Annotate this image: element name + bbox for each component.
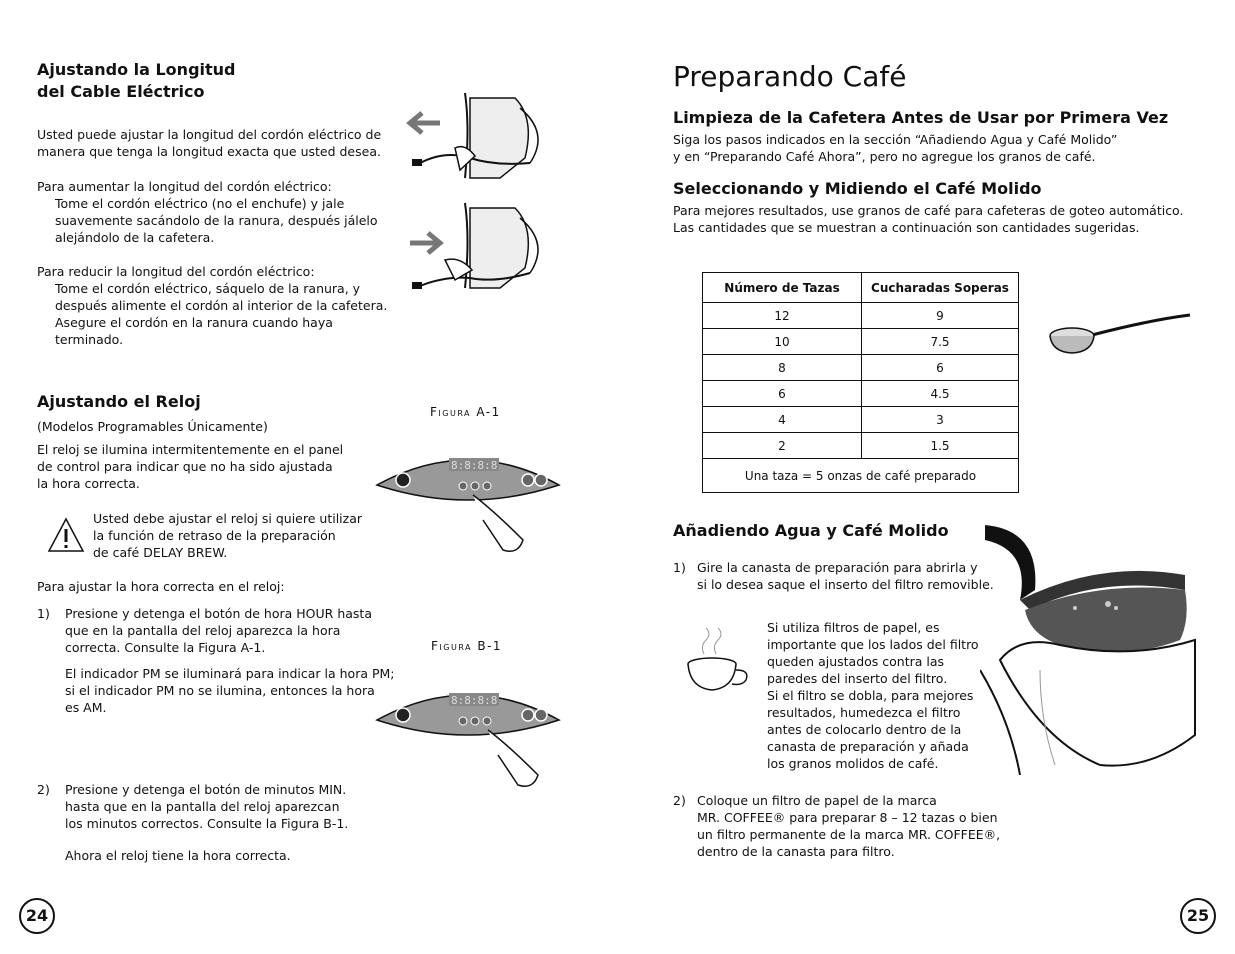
- clock-done: Ahora el reloj tiene la hora correcta.: [65, 848, 291, 863]
- paper-filter-tip: [767, 619, 979, 772]
- table-header-spoons: Cucharadas Soperas: [862, 273, 1019, 303]
- table-row: [703, 329, 1019, 355]
- add-step-1-num: 1): [673, 560, 686, 575]
- warning-icon: [47, 516, 85, 554]
- cable-heading-line-1: Ajustando la Longitud: [37, 60, 236, 79]
- table-header-row: [703, 273, 1019, 303]
- clock-models-note: (Modelos Programables Únicamente): [37, 419, 268, 434]
- text-line: de control para indicar que no ha sido ajustada: [37, 459, 333, 474]
- select-heading: Seleccionando y Midiendo el Café Molido: [673, 179, 1042, 198]
- text-line: hasta que en la pantalla del reloj aparezcan: [65, 799, 340, 814]
- control-panel-figure-b1: [373, 675, 563, 797]
- text-line: alejándolo de la cafetera.: [55, 230, 215, 245]
- coffee-measure-table: [702, 272, 1019, 493]
- text-line: Siga los pasos indicados en la sección “Añadiendo Agua y Café Molido”: [673, 132, 1118, 147]
- text-line: importante que los lados del filtro: [767, 637, 979, 652]
- clean-heading: Limpieza de la Cafetera Antes de Usar por Primera Vez: [673, 108, 1169, 127]
- table-footer: Una taza = 5 onzas de café preparado: [703, 459, 1019, 493]
- table-cell: 8: [703, 355, 862, 381]
- table-cell: 4: [703, 407, 862, 433]
- table-row: [703, 355, 1019, 381]
- text-line: Gire la canasta de preparación para abrirla y: [697, 560, 978, 575]
- text-line: es AM.: [65, 700, 107, 715]
- add-step-2: [697, 792, 1000, 860]
- text-line: Tome el cordón eléctrico, sáquelo de la ranura, y: [55, 281, 361, 296]
- control-panel-figure-a1: [373, 440, 563, 562]
- table-cell: 9: [862, 303, 1019, 329]
- text-line: la función de retraso de la preparación: [93, 528, 336, 543]
- table-cell: 6: [862, 355, 1019, 381]
- add-heading: Añadiendo Agua y Café Molido: [673, 521, 949, 540]
- text-line: resultados, humedezca el filtro: [767, 705, 961, 720]
- table-cell: 6: [703, 381, 862, 407]
- cord-push-in-illustration: [400, 198, 560, 298]
- cable-heading-line-2: del Cable Eléctrico: [37, 82, 205, 101]
- cable-increase: [37, 178, 378, 246]
- text-line: antes de colocarlo dentro de la: [767, 722, 962, 737]
- text-line: Tome el cordón eléctrico (no el enchufe) y jale: [55, 196, 345, 211]
- table-footer-row: [703, 459, 1019, 493]
- clock-heading: Ajustando el Reloj: [37, 392, 201, 411]
- text-line: suavemente sacándolo de la ranura, después jálelo: [55, 213, 378, 228]
- add-step-2-num: 2): [673, 793, 686, 808]
- text-line: Usted puede ajustar la longitud del cordón eléctrico de: [37, 127, 382, 142]
- figure-b1-label: Figura B-1: [431, 639, 503, 653]
- text-line: la hora correcta.: [37, 476, 140, 491]
- table-row: [703, 407, 1019, 433]
- text-line: que en la pantalla del reloj aparezca la hora: [65, 623, 341, 638]
- text-line: canasta de preparación y añada: [767, 739, 969, 754]
- cord-pull-out-illustration: [400, 88, 560, 188]
- table-row: [703, 381, 1019, 407]
- text-line: Asegure el cordón en la ranura cuando haya: [55, 315, 333, 330]
- text-line: y en “Preparando Café Ahora”, pero no agregue los granos de café.: [673, 149, 1096, 164]
- svg-text:8:8:8:8: 8:8:8:8: [451, 459, 498, 472]
- text-line: El reloj se ilumina intermitentemente en el panel: [37, 442, 344, 457]
- clock-step-2-num: 2): [37, 782, 50, 797]
- text-line: Para aumentar la longitud del cordón eléctrico:: [37, 179, 332, 194]
- text-line: después alimente el cordón al interior de la cafetera.: [55, 298, 388, 313]
- text-line: Presione y detenga el botón de minutos MIN.: [65, 782, 347, 797]
- cable-reduce: [37, 263, 387, 348]
- measuring-spoon-illustration: [1040, 308, 1200, 360]
- text-line: de café DELAY BREW.: [93, 545, 228, 560]
- text-line: Si utiliza filtros de papel, es: [767, 620, 940, 635]
- clock-to-set: Para ajustar la hora correcta en el reloj:: [37, 579, 285, 594]
- text-line: los minutos correctos. Consulte la Figura B-1.: [65, 816, 349, 831]
- text-line: queden ajustados contra las: [767, 654, 945, 669]
- clock-step-2: [65, 781, 348, 832]
- table-cell: 12: [703, 303, 862, 329]
- cable-intro: [37, 126, 381, 160]
- text-line: Presione y detenga el botón de hora HOUR hasta: [65, 606, 372, 621]
- page-number-right: 25: [1180, 898, 1216, 934]
- page-number-left: 24: [19, 898, 55, 934]
- text-line: manera que tenga la longitud exacta que usted desea.: [37, 144, 381, 159]
- table-cell: 3: [862, 407, 1019, 433]
- table-cell: 1.5: [862, 433, 1019, 459]
- text-line: MR. COFFEE® para preparar 8 – 12 tazas o bien: [697, 810, 998, 825]
- text-line: Para mejores resultados, use granos de café para cafeteras de goteo automático.: [673, 203, 1184, 218]
- text-line: paredes del inserto del filtro.: [767, 671, 948, 686]
- text-line: Para reducir la longitud del cordón eléctrico:: [37, 264, 315, 279]
- clock-warning-text: [93, 510, 362, 561]
- text-line: dentro de la canasta para filtro.: [697, 844, 895, 859]
- table-row: [703, 303, 1019, 329]
- table-row: [703, 433, 1019, 459]
- table-cell: 10: [703, 329, 862, 355]
- clock-step-1: [65, 605, 372, 656]
- text-line: Coloque un filtro de papel de la marca: [697, 793, 937, 808]
- clock-blink-text: [37, 441, 343, 492]
- text-line: correcta. Consulte la Figura A-1.: [65, 640, 266, 655]
- table-header-cups: Número de Tazas: [703, 273, 862, 303]
- text-line: terminado.: [55, 332, 124, 347]
- text-line: un filtro permanente de la marca MR. COFFEE®,: [697, 827, 1001, 842]
- text-line: El indicador PM se iluminará para indicar la hora PM;: [65, 666, 395, 681]
- table-cell: 2: [703, 433, 862, 459]
- select-text: [673, 202, 1183, 236]
- text-line: si lo desea saque el inserto del filtro removible.: [697, 577, 994, 592]
- figure-a1-label: Figura A-1: [430, 405, 501, 419]
- table-cell: 7.5: [862, 329, 1019, 355]
- clock-step-1-num: 1): [37, 606, 50, 621]
- table-cell: 4.5: [862, 381, 1019, 407]
- clean-text: [673, 131, 1117, 165]
- text-line: Usted debe ajustar el reloj si quiere utilizar: [93, 511, 362, 526]
- text-line: si el indicador PM no se ilumina, entonces la hora: [65, 683, 375, 698]
- clock-pm-note: [65, 665, 395, 716]
- brew-basket-illustration: [980, 520, 1202, 775]
- text-line: Si el filtro se dobla, para mejores: [767, 688, 974, 703]
- page-title: Preparando Café: [673, 60, 907, 93]
- svg-text:8:8:8:8: 8:8:8:8: [451, 694, 498, 707]
- text-line: Las cantidades que se muestran a continuación son cantidades sugeridas.: [673, 220, 1140, 235]
- cable-heading: [37, 59, 236, 103]
- text-line: los granos molidos de café.: [767, 756, 939, 771]
- add-step-1: [697, 559, 994, 593]
- coffee-cup-icon: [682, 626, 754, 696]
